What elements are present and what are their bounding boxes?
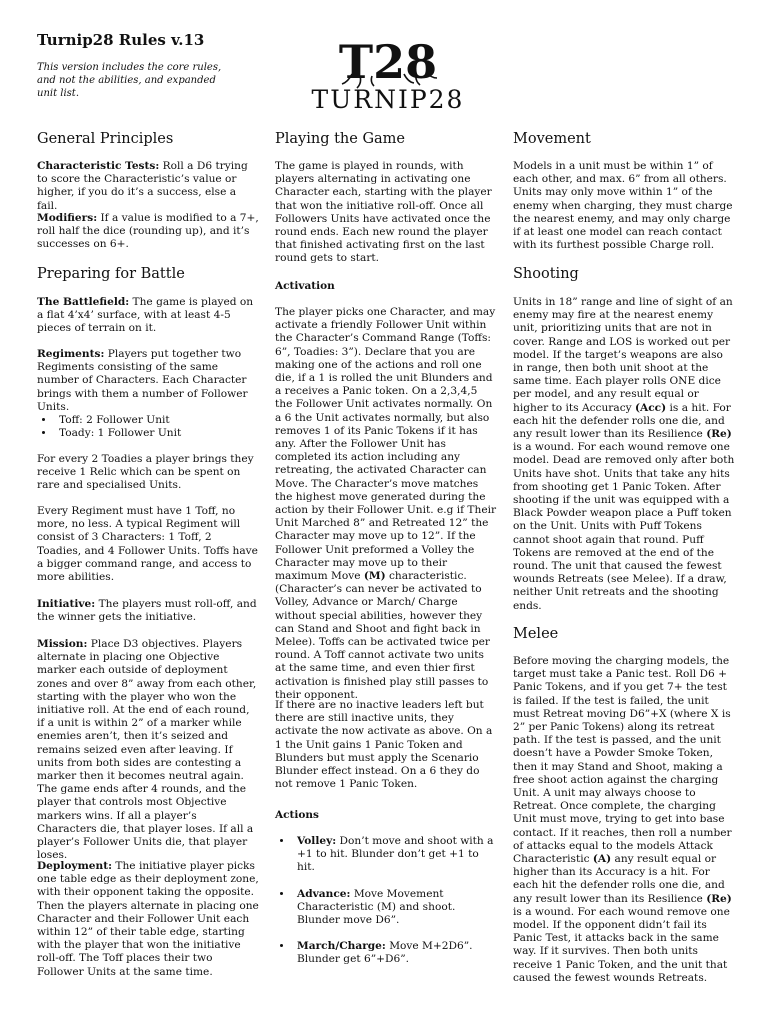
activation-heading: Activation <box>275 280 335 292</box>
logo-mark: T28 <box>338 35 438 89</box>
action-text: Move Movement Characteristic (M) and shoot. Blunder move D6”. <box>297 887 456 927</box>
modifiers-paragraph <box>37 212 259 252</box>
move-characteristic: (M) <box>363 570 386 583</box>
mission-paragraph <box>37 638 259 862</box>
accuracy-abbrev: (Acc) <box>634 401 667 414</box>
resilience-abbrev: (Re) <box>706 428 732 441</box>
general-principles-heading: General Principles <box>37 131 174 147</box>
shooting-text-b: is a hit. For each hit the defender rolls one die, and any result lower than its Resilience <box>513 401 731 441</box>
initiative-text: The players must roll-off, and the winner gets the initiative. <box>37 598 257 624</box>
initiative-label: Initiative: <box>37 598 96 610</box>
melee-heading: Melee <box>513 626 559 642</box>
document-title: Turnip28 Rules v.13 <box>37 31 205 49</box>
playing-the-game-heading: Playing the Game <box>275 131 406 147</box>
shooting-text-c: is a wound. For each wound remove one model. Dead are removed only after both Units have shot. Units that take any hits from shooting get 1 Panic Token. After shooting if the unit was equipped with a Black Powder weapon place a Puff token on the Unit. Units with Puff Tokens cannot shoot again that round. Puff Tokens are removed at the end of the round. The unit that caused the fewest wounds Retreats (see Melee). If a draw, neither Unit retreats and the shooting ends. <box>513 441 735 612</box>
list-item: • Toady: 1 Follower Unit <box>55 427 259 440</box>
action-label: Volley: <box>297 835 337 847</box>
characteristic-tests-label: Characteristic Tests: <box>37 160 160 172</box>
inactive-paragraph: If there are no inactive leaders left but there are still inactive units, they activate the now activate as above. On a 1 the Unit gains 1 Panic Token and Blunders but must apply the Scenario Blunder effect instead. On a 6 they do not remove 1 Panic Token. <box>275 699 493 791</box>
toff-paragraph: Every Regiment must have 1 Toff, no more, no less. A typical Regiment will consist of 3 Characters: 1 Toff, 2 Toadies, and 4 Follower Units. Toffs have a bigger command range, and access to more abilities. <box>37 505 258 584</box>
logo-wordmark: TURNIP28 <box>311 85 465 114</box>
modifiers-text: If a value is modified to a 7+, roll half the dice (rounding up), and it’s successes on 6+. <box>37 212 259 251</box>
modifiers-label: Modifiers: <box>37 212 98 224</box>
characteristic-tests-text: Roll a D6 trying to score the Characteristic’s value or higher, if you do it’s a success, else a fail. <box>37 160 248 212</box>
regiments-label: Regiments: <box>37 348 105 360</box>
mission-label: Mission: <box>37 638 88 650</box>
battlefield-label: The Battlefield: <box>37 296 130 308</box>
action-label: March/Charge: <box>297 940 386 953</box>
activation-text-a: The player picks one Character, and may activate a friendly Follower Unit within the Character’s Command Range (Toffs: 6”, Toadies: 3”). Declare that you are making one of the actions and roll one die, if a 1 is rolled the unit Blunders and a receives a Panic token. On a 2,3,4,5 the Follower Unit activates normally. On a 6 the Unit activates normally, but also removes 1 of its Panic Tokens if it has any. After the Follower Unit has completed its action including any retreating, the activated Character can Move. The Character’s move matches the highest move generated during the action by their Follower Unit. e.g if Their Unit Marched 8” and Retreated 12” the Character may move up to 12”. If the Follower Unit preformed a Volley the Character may move up to their maximum Move <box>275 306 497 583</box>
list-item <box>293 888 497 928</box>
deployment-paragraph <box>37 860 259 979</box>
melee-text-c: is a wound. For each wound remove one model. If the opponent didn’t fail its Panic Test, it attacks back in the same way. If it survives. Then both units receive 1 Panic Token, and the unit that caused the fewest wounds Retreats. <box>513 905 730 984</box>
activation-paragraph <box>275 306 497 702</box>
regiments-paragraph <box>37 348 259 414</box>
melee-paragraph <box>513 655 735 985</box>
melee-text-b: any result equal or higher than its Accuracy is a hit. For each hit the defender rolls one die, and any result lower than its Resilience <box>513 853 725 905</box>
action-text: Move M+2D6”. Blunder get 6”+D6”. <box>297 940 473 966</box>
mission-text: Place D3 objectives. Players alternate in placing one Objective marker each outside of deployment zones and over 8” away from each other, starting with the player who won the initiative roll. At the end of each round, if a unit is within 2” of a marker while enemies aren’t, then it’s seized and remains seized even after leaving. If units from both sides are contesting a marker then it becomes neutral again. The game ends after 4 rounds, and the player that controls most Objective markers wins. If all a player’s Characters die, that player loses. If all a player’s Follower Units die, that player loses. <box>37 638 257 862</box>
battlefield-text: The game is played on a flat 4’x4’ surface, with at least 4-5 pieces of terrain on it. <box>37 296 254 335</box>
list-item <box>293 940 497 966</box>
characteristic-tests-paragraph <box>37 160 259 213</box>
shooting-heading: Shooting <box>513 266 579 282</box>
list-item: • Toff: 2 Follower Unit <box>55 414 259 427</box>
regiments-text: Players put together two Regiments consisting of the same number of Characters. Each Character brings with them a number of Follower Units. <box>37 348 248 413</box>
deployment-label: Deployment: <box>37 860 113 872</box>
attack-abbrev: (A) <box>592 853 612 866</box>
deployment-text: The initiative player picks one table edge as their deployment zone, with their opponent taking the opposite. Then the players alternate in placing one Character and their Follower Unit each within 12” of their table edge, starting with the player that won the initiative roll-off. The Toff places their two Follower Units at the same time. <box>37 860 259 978</box>
action-label: Advance: <box>297 887 351 900</box>
movement-heading: Movement <box>513 131 591 147</box>
relic-paragraph: For every 2 Toadies a player brings they receive 1 Relic which can be spent on rare and specialised Units. <box>37 453 254 492</box>
version-note: This version includes the core rules, and not the abilities, and expanded unit list. <box>37 62 222 99</box>
melee-text-a: Before moving the charging models, the target must take a Panic test. Roll D6 + Panic Tokens, and if you get 7+ the test is failed. If the test is failed, the unit must Retreat moving D6”+X (where X is 2” per Panic Tokens) along its retreat path. If the test is passed, and the unit doesn’t have a Powder Smoke Token, then it may Stand and Shoot, making a free shoot action against the charging Unit. A unit may always choose to Retreat. Once complete, the charging Unit must move, trying to get into base contact. If it reaches, then roll a number of attacks equal to the models Attack Characteristic <box>513 655 732 866</box>
shooting-text-a: Units in 18” range and line of sight of an enemy may fire at the nearest enemy unit, prioritizing units that are not in cover. Range and LOS is worked out per model. If the target’s weapons are also in range, then both unit shoot at the same time. Each player rolls ONE dice per model, and any result equal or higher to its Accuracy <box>513 296 733 414</box>
playing-intro-paragraph: The game is played in rounds, with players alternating in activating one Character each, starting with the player that won the initiative roll-off. Once all Followers Units have activated once the round ends. Each new round the player that finished activating first on the last round gets to start. <box>275 160 492 265</box>
preparing-for-battle-heading: Preparing for Battle <box>37 266 185 282</box>
action-text: Don’t move and shoot with a +1 to hit. Blunder don’t get +1 to hit. <box>297 835 494 874</box>
actions-heading: Actions <box>275 809 319 821</box>
initiative-paragraph <box>37 598 259 624</box>
shooting-paragraph <box>513 296 735 613</box>
resilience-abbrev: (Re) <box>706 892 732 905</box>
movement-paragraph: Models in a unit must be within 1” of each other, and max. 6” from all others. Units may only move within 1” of the enemy when charging, they must charge the nearest enemy, and may only charge if at least one model can reach contact with its furthest possible Charge roll. <box>513 160 733 252</box>
follower-list <box>37 414 259 440</box>
battlefield-paragraph <box>37 296 259 336</box>
actions-list <box>275 835 497 980</box>
activation-text-b: characteristic. (Character’s can never be activated to Volley, Advance or March/ Charge without special abilities, however they can Stand and Shoot and fight back in Melee). Toffs can be activated twice per round. A Toff cannot activate two units at the same time, and even thier first activation is finished play still passes to their opponent. <box>275 570 490 701</box>
list-item <box>293 835 497 875</box>
